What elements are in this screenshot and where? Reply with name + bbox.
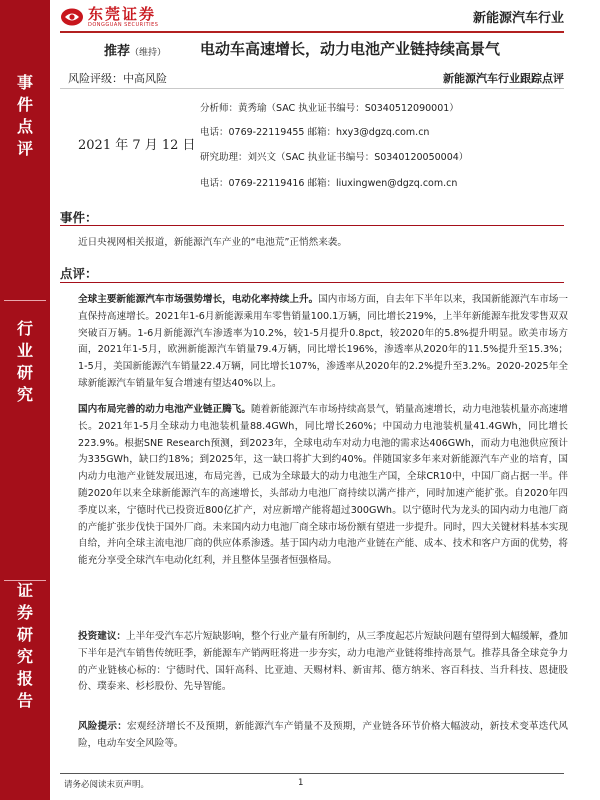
company-logo (60, 6, 180, 28)
paragraph-market-growth (78, 292, 568, 393)
sidebar-char: 究 (16, 647, 33, 666)
header-rule (60, 31, 564, 33)
event-rule (60, 225, 564, 226)
left-sidebar (0, 0, 50, 800)
sidebar-char: 研 (16, 363, 33, 382)
logo-mark-icon (60, 7, 84, 27)
comment-rule (60, 282, 564, 283)
header-industry: 新能源汽车行业 (472, 11, 564, 26)
rating (104, 40, 166, 59)
title-divider (60, 88, 564, 89)
page-number: 1 (298, 778, 304, 788)
sidebar-char: 究 (16, 385, 33, 404)
footer-rule (60, 773, 564, 774)
assistant-contact: 电话：0769-22119416 邮箱：liuxingwen@dgzq.com.cn (200, 178, 458, 189)
paragraph-body: 宏观经济增长不及预期，新能源汽车产销量不及预期，产业链各环节价格大幅波动，新技术变革迭代风险，电动车安全风险等。 (78, 721, 569, 749)
sidebar-char: 评 (16, 139, 33, 158)
sidebar-char: 件 (16, 95, 33, 114)
report-title: 电动车高速增长，动力电池产业链持续高景气 (200, 40, 501, 58)
sidebar-label-event-comment (0, 72, 50, 160)
report-subtitle: 新能源汽车行业跟踪点评 (443, 72, 564, 85)
analyst-line: 分析师：黄秀瑜（SAC 执业证书编号：S0340512090001） (200, 103, 459, 114)
event-text: 近日央视网相关报道，新能源汽车产业的“电池荒”正悄然来袭。 (78, 237, 347, 248)
analyst-contact: 电话：0769-22119455 邮箱：hxy3@dgzq.com.cn (200, 127, 430, 138)
sidebar-char: 报 (16, 669, 33, 688)
sidebar-char: 行 (16, 319, 33, 338)
paragraph-investment (78, 629, 568, 696)
sidebar-char: 券 (16, 603, 33, 622)
sidebar-char: 业 (16, 341, 33, 360)
footer-disclaimer: 请务必阅读末页声明。 (64, 780, 150, 790)
rating-label: 推荐 (104, 44, 131, 59)
logo-text-cn: 东莞证券 (88, 4, 157, 23)
paragraph-lead: 全球主要新能源汽车市场强势增长，电动化率持续上升。 (78, 294, 319, 305)
paragraph-battery-chain (78, 402, 568, 570)
sidebar-divider (4, 300, 46, 301)
sidebar-char: 告 (16, 691, 33, 710)
paragraph-lead: 风险提示： (78, 721, 128, 732)
report-date: 2021 年 7 月 12 日 (78, 138, 196, 153)
paragraph-body: 随着新能源汽车市场持续高景气，销量高速增长，动力电池装机量亦高速增长。2021年1-5月全球动力电池装机量88.4GWh，同比增长260%；中国动力电池装机量41.4GWh，同比增长223.9%。根据SNE Research预测，到2023年，全球电动车对动力电池的需求达406GWh，而动力电池供应预计为335GWh，缺口约18%；到2025年，这一缺口将扩大到约40%。伴随国家多年来对新能源汽车产业的培育，国内动力电池产业链发展迅速，布局完善，已成为全球最大的动力电池生产国，全球CR10中，中国厂商占据一半。伴随2020年以来全球新能源汽车的高速增长，头部动力电池厂商持续以满产排产，同时加速产能扩张。自2020年四季度以来，宁德时代已投资近800亿扩产，对应新增产能将超过300GWh。以宁德时代为龙头的国内动力电池厂商的产能扩张步伐快于国外厂商。未来国内动力电池厂商全球市场份额有望进一步提升。同时，四大关键材料基本实现自给，并向全球主流电池厂商的供应体系渗透。基于国内动力电池产业链在产能、成本、技术和客户方面的优势，将能充分享受全球汽车电动化红利，并且整体呈强者恒强格局。 (78, 404, 569, 567)
sidebar-char: 点 (16, 117, 33, 136)
sidebar-char: 研 (16, 625, 33, 644)
sidebar-char: 证 (16, 581, 33, 600)
logo-text-en: DONGGUAN SECURITIES (88, 21, 159, 28)
sidebar-label-industry-research (0, 318, 50, 406)
paragraph-body: 上半年受汽车芯片短缺影响，整个行业产量有所制约，从三季度起芯片短缺问题有望得到大幅缓解，叠加下半年是汽车销售传统旺季，新能源车产销两旺将进一步夯实，动力电池产业链将维持高景气。推荐具备全球竞争力的产业链核心标的：宁德时代、国轩高科、比亚迪、天赐材料、新宙邦、德方纳米、容百科技、当升科技、恩捷股份、璞泰来、杉杉股份、先导智能。 (78, 631, 569, 693)
sidebar-label-securities-report (0, 580, 50, 712)
paragraph-body: 国内市场方面，自去年下半年以来，我国新能源汽车市场一直保持高速增长。2021年1-6月新能源乘用车零售销量100.1万辆，同比增长219%，上半年新能源车批发零售双双突破百万辆。1-6月新能源汽车渗透率为10.2%，较1-5月提升0.8pct，较2020年的5.8%提升明显。欧美市场方面，2021年1-5月，欧洲新能源汽车销量79.4万辆，同比增长196%，渗透率从2020年的11.5%提升至15.3%；1-5月，美国新能源汽车销量22.4万辆，同比增长107%，渗透率从2020年的2.2%提升至3.2%。2020-2025年全球新能源汽车销量年复合增速有望达40%以上。 (78, 294, 568, 389)
event-heading: 事件： (60, 210, 98, 225)
assistant-line: 研究助理：刘兴文（SAC 执业证书编号：S0340120050004） (200, 152, 469, 163)
risk-level: 风险评级：中高风险 (68, 72, 167, 85)
paragraph-lead: 国内布局完善的动力电池产业链正腾飞。 (78, 404, 251, 415)
paragraph-lead: 投资建议： (78, 631, 127, 642)
paragraph-risk (78, 719, 568, 753)
rating-note: （维持） (130, 48, 167, 58)
sidebar-char: 事 (16, 73, 33, 92)
comment-heading: 点评： (60, 266, 98, 281)
